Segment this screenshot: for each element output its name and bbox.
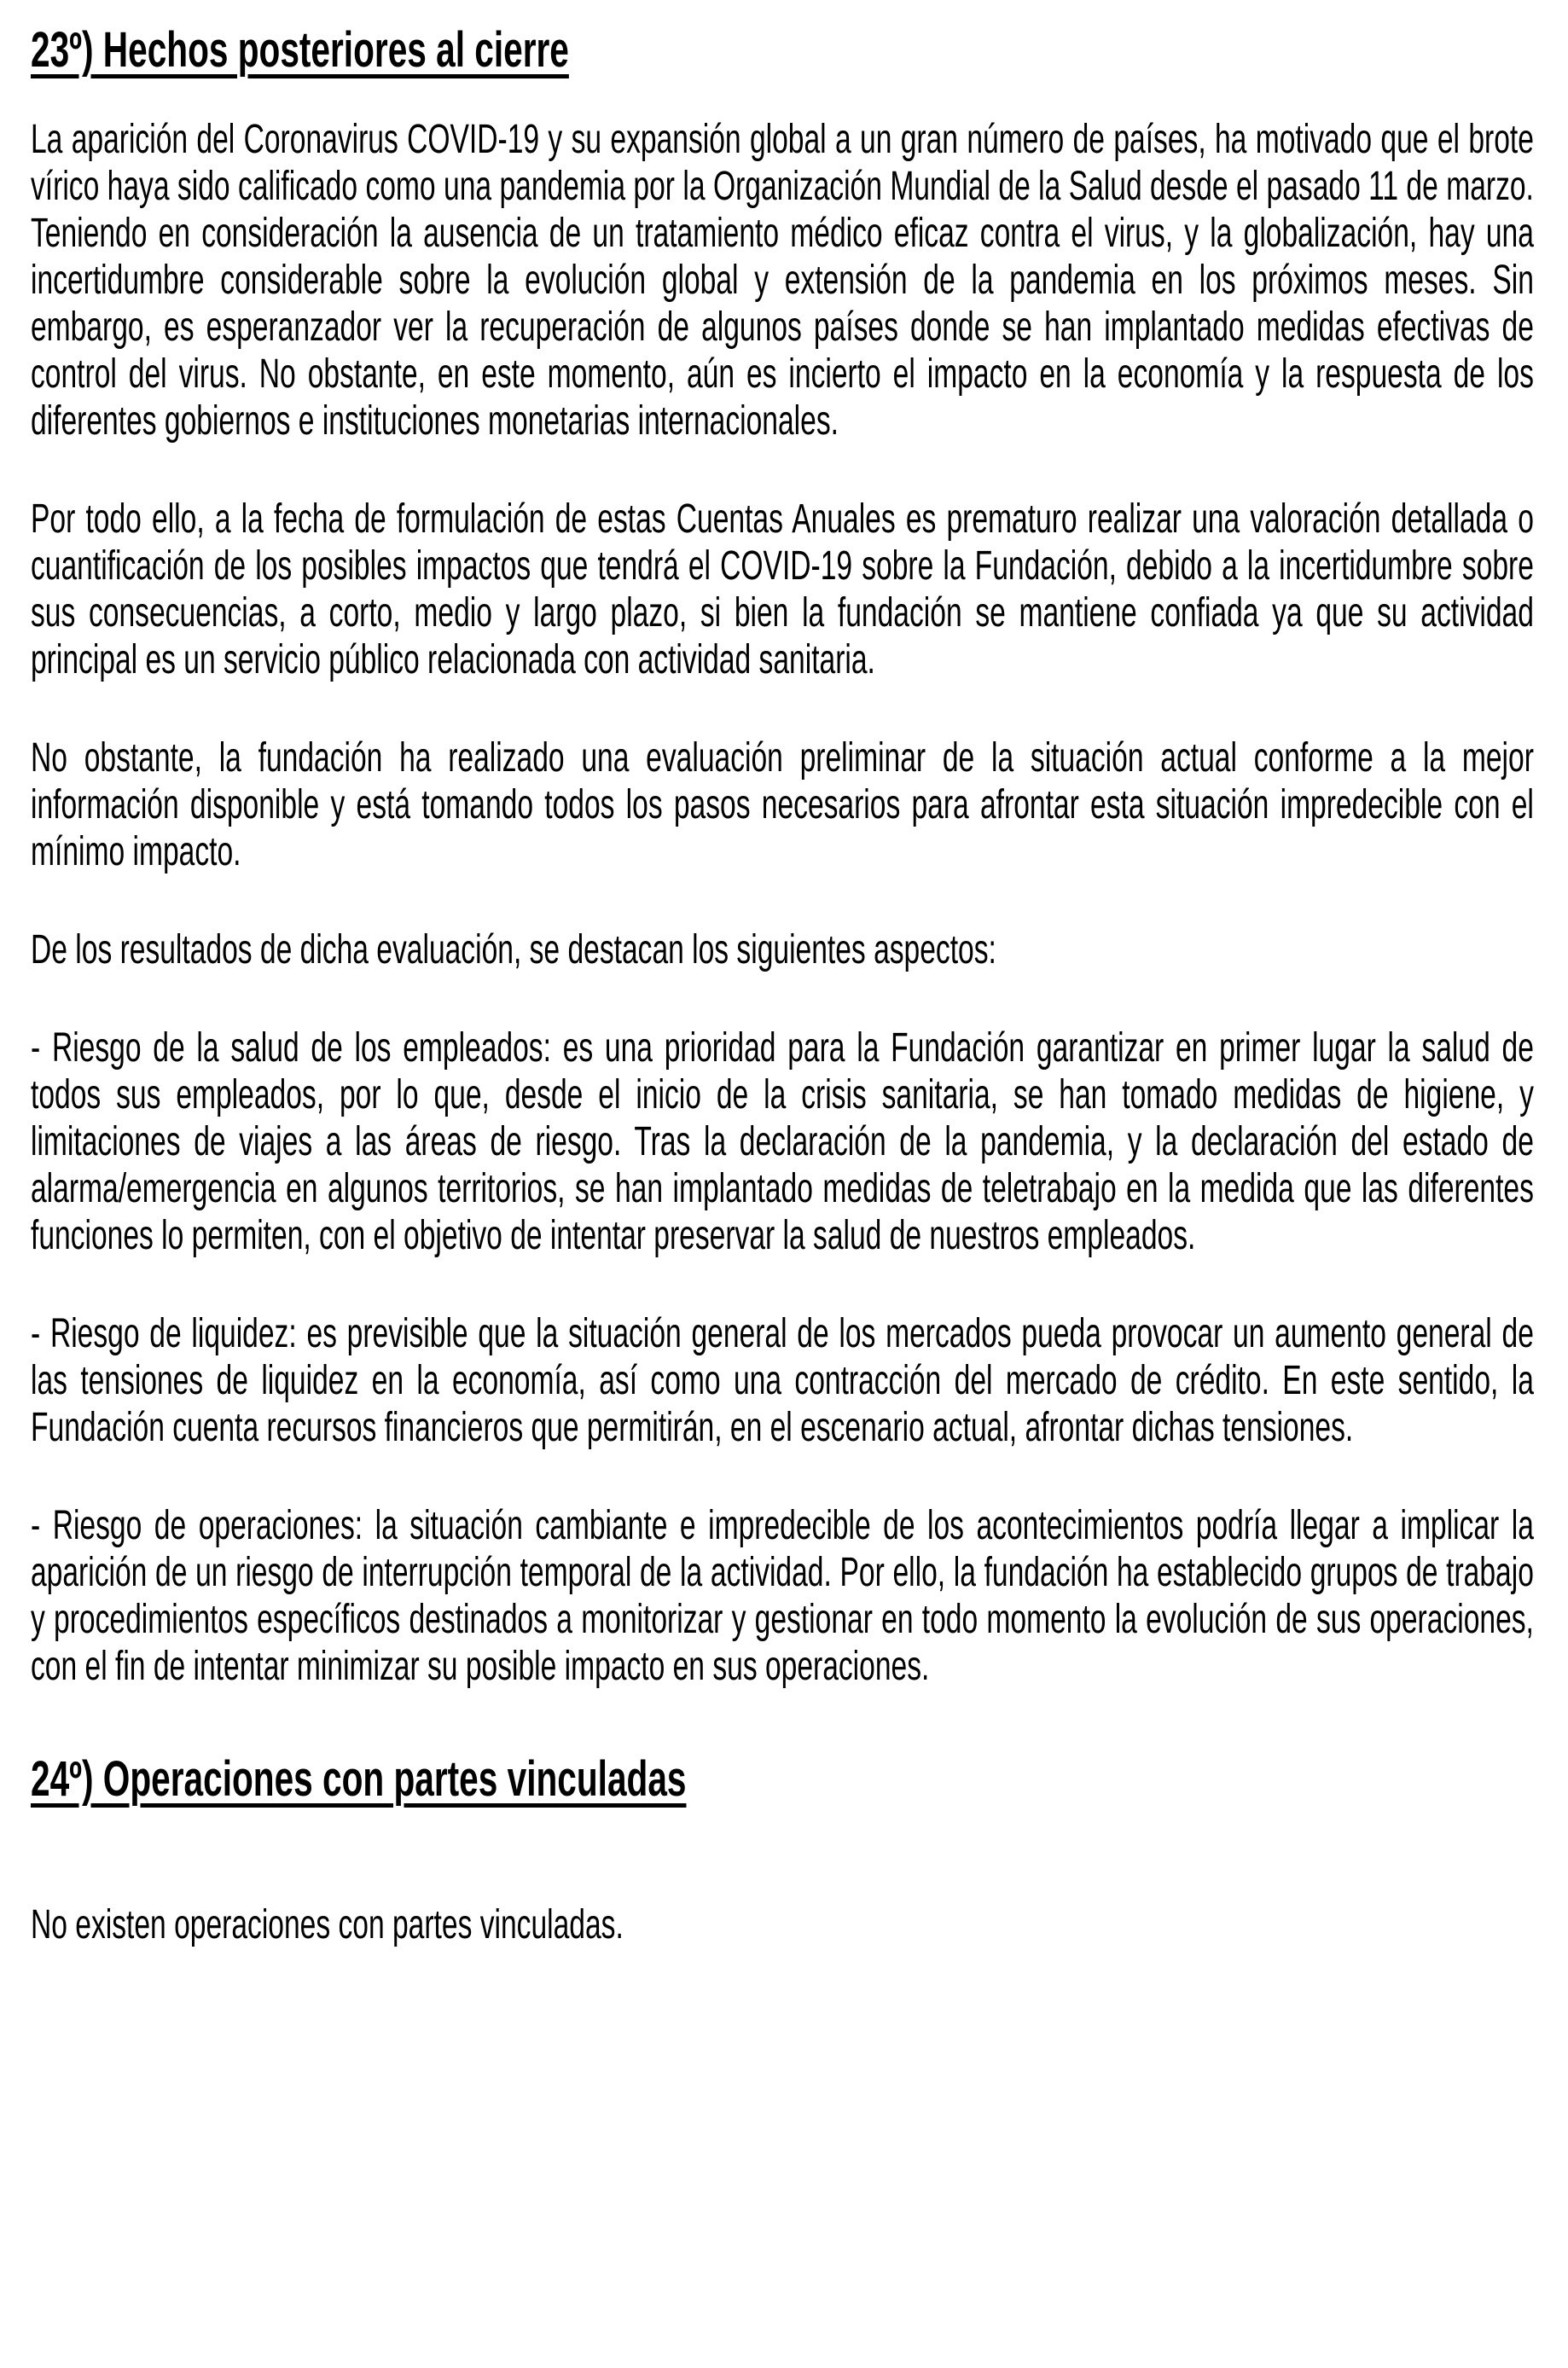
document-text-column (31, 20, 1534, 1948)
bullet-liquidity-risk: - Riesgo de liquidez: es previsible que la situación general de los mercados pueda provocar un aumento general de las tensiones de liquidez en la economía, así como una contracción del mercado de crédito. En este sentido, la Fundación cuenta recursos financieros que permitirán, en el escenario actual, afrontar dichas tensiones. (31, 1311, 1534, 1450)
bullet-operations-risk: - Riesgo de operaciones: la situación cambiante e impredecible de los acontecimientos podría llegar a implicar la aparición de un riesgo de interrupción temporal de la actividad. Por ello, la fundación ha establecido grupos de trabajo y procedimientos específicos destinados a monitorizar y gestionar en todo momento la evolución de sus operaciones, con el fin de intentar minimizar su posible impacto en sus operaciones. (31, 1503, 1534, 1689)
paragraph-premature-valuation: Por todo ello, a la fecha de formulación de estas Cuentas Anuales es prematuro realizar una valoración detallada o cuantificación de los posibles impactos que tendrá el COVID-19 sobre la Fundación, debido a la incertidumbre sobre sus consecuencias, a corto, medio y largo plazo, si bien la fundación se mantiene confiada ya que su actividad principal es un servicio público relacionada con actividad sanitaria. (31, 496, 1534, 682)
section-23-heading: 23º) Hechos posteriores al cierre (31, 22, 569, 78)
bullet-employee-health-risk: - Riesgo de la salud de los empleados: es una prioridad para la Fundación garantizar en primer lugar la salud de todos sus empleados, por lo que, desde el inicio de la crisis sanitaria, se han tomado medidas de higiene, y limitaciones de viajes a las áreas de riesgo. Tras la declaración de la pandemia, y la declaración del estado de alarma/emergencia en algunos territorios, se han implantado medidas de teletrabajo en la medida que las diferentes funciones lo permiten, con el objetivo de intentar preservar la salud de nuestros empleados. (31, 1025, 1534, 1258)
paragraph-preliminary-evaluation: No obstante, la fundación ha realizado una evaluación preliminar de la situación actual conforme a la mejor información disponible y está tomando todos los pasos necesarios para afrontar esta situación impredecible con el mínimo impacto. (31, 735, 1534, 874)
paragraph-no-related-party-transactions: No existen operaciones con partes vinculadas. (31, 1902, 624, 1947)
section-24-heading: 24º) Operaciones con partes vinculadas (31, 1751, 687, 1807)
paragraph-covid-appearance: La aparición del Coronavirus COVID-19 y su expansión global a un gran número de países, ha motivado que el brote vírico haya sido calificado como una pandemia por la Organización Mundial de la Salud desde el pasado 11 de marzo. Teniendo en consideración la ausencia de un tratamiento médico eficaz contra el virus, y la globalización, hay una incertidumbre considerable sobre la evolución global y extensión de la pandemia en los próximos meses. Sin embargo, es esperanzador ver la recuperación de algunos países donde se han implantado medidas efectivas de control del virus. No obstante, en este momento, aún es incierto el impacto en la economía y la respuesta de los diferentes gobiernos e instituciones monetarias internacionales. (31, 117, 1534, 444)
paragraph-evaluation-results-intro: De los resultados de dicha evaluación, se destacan los siguientes aspectos: (31, 927, 996, 972)
